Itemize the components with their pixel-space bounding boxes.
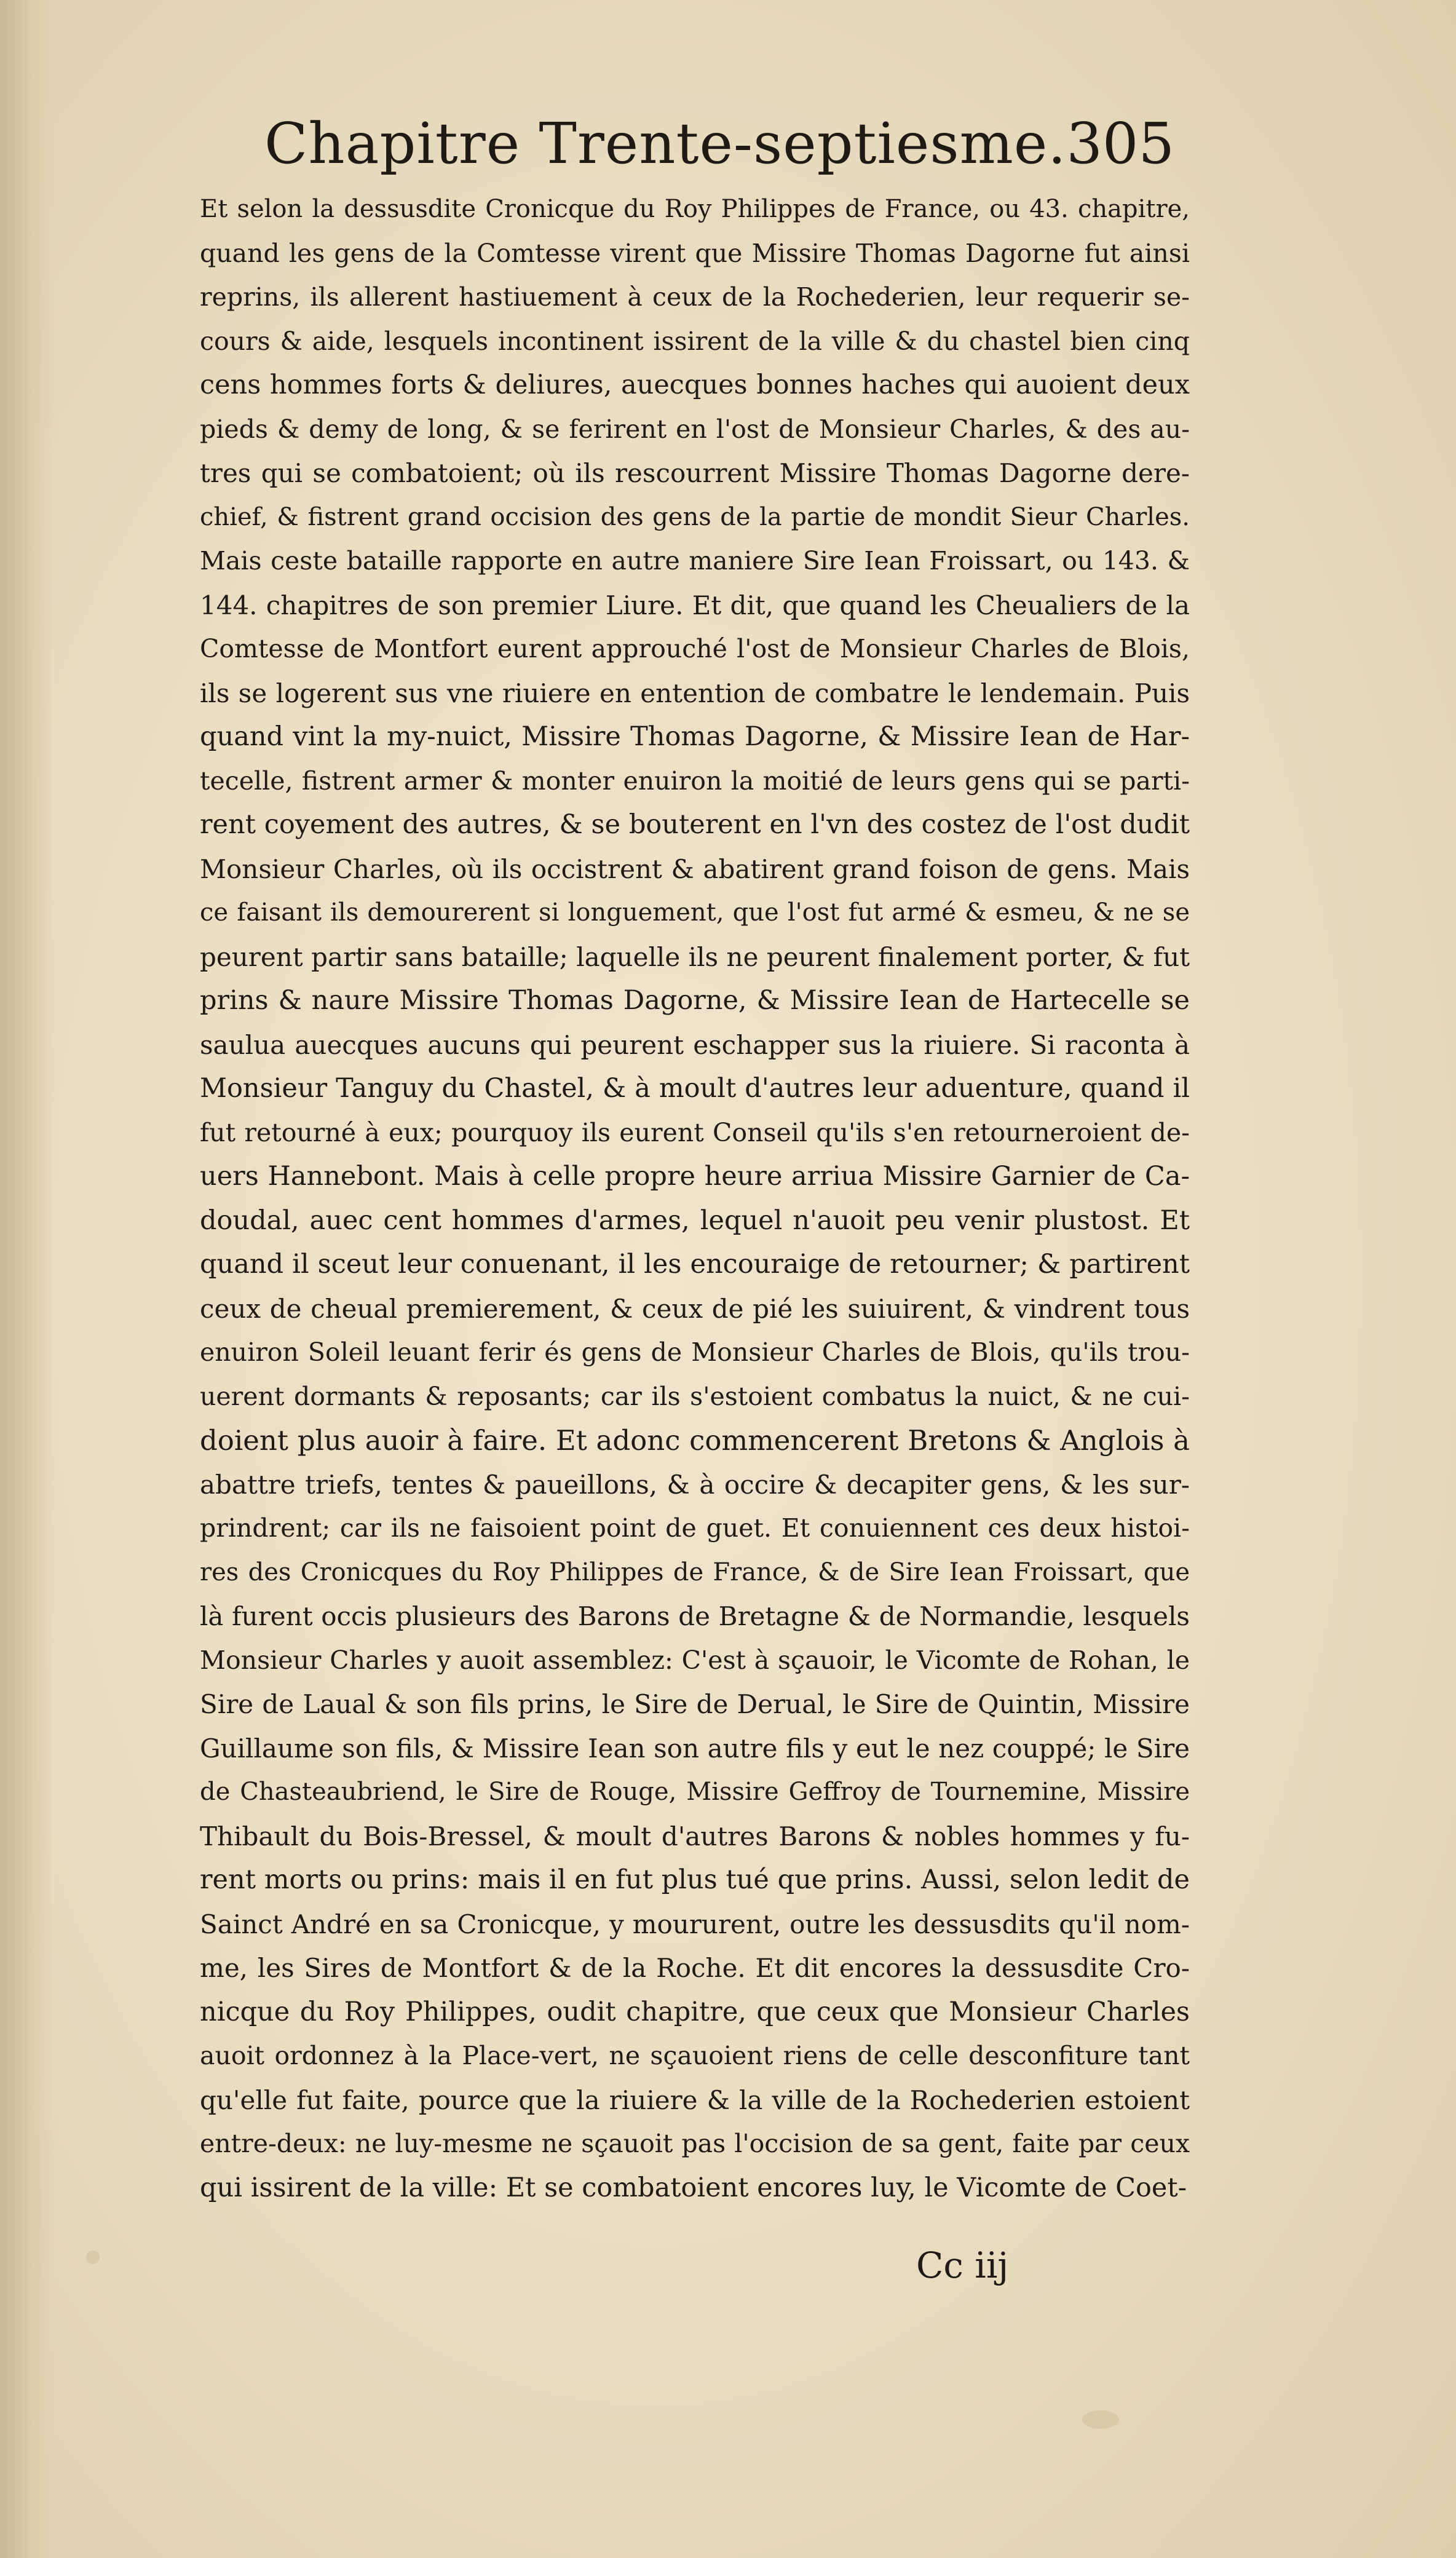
text-line: uers Hannebont. Mais à celle propre heure arriua Missire Garnier de Ca- [200, 1161, 1190, 1192]
text-line: Guillaume son fils, & Missire Iean son autre fils y eut le nez couppé; le Sire [200, 1733, 1190, 1764]
text-line: ils se logerent sus vne riuiere en entention de combatre le lendemain. Puis [200, 678, 1190, 708]
signature-mark: Cc iij [916, 2244, 1009, 2286]
text-line: ce faisant ils demourerent si longuement, que l'ost fut armé & esmeu, & ne se [200, 898, 1190, 927]
paper-stain [1082, 2410, 1119, 2429]
text-line: rent coyement des autres, & se bouterent en l'vn des costez de l'ost dudit [200, 809, 1190, 840]
text-line: de Chasteaubriend, le Sire de Rouge, Missire Geffroy de Tournemine, Missire [200, 1778, 1190, 1806]
text-line: doient plus auoir à faire. Et adonc commencerent Bretons & Anglois à [200, 1424, 1190, 1457]
text-line: Et selon la dessusdite Cronicque du Roy Philippes de France, ou 43. chapitre, [200, 195, 1190, 223]
text-line: nicque du Roy Philippes, oudit chapitre, que ceux que Monsieur Charles [200, 1996, 1190, 2027]
text-line: abattre triefs, tentes & paueillons, & à occire & decapiter gens, & les sur- [200, 1469, 1190, 1500]
text-line: 144. chapitres de son premier Liure. Et dit, que quand les Cheualiers de la [200, 590, 1190, 620]
text-line: enuiron Soleil leuant ferir és gens de Monsieur Charles de Blois, qu'ils trou- [200, 1337, 1190, 1367]
text-line: Comtesse de Montfort eurent approuché l'ost de Monsieur Charles de Blois, [200, 634, 1190, 663]
text-line: cens hommes forts & deliures, auecques bonnes haches qui auoient deux [200, 370, 1190, 400]
text-line: fut retourné à eux; pourquoy ils eurent Conseil qu'ils s'en retourneroient de- [200, 1117, 1190, 1147]
text-line: Thibault du Bois-Bressel, & moult d'autres Barons & nobles hommes y fu- [200, 1821, 1190, 1851]
running-title: Chapitre Trente-septiesme. [264, 111, 1067, 176]
text-line: saulua auecques aucuns qui peurent eschapper sus la riuiere. Si raconta à [200, 1029, 1190, 1060]
text-line: entre-deux: ne luy-mesme ne sçauoit pas l'occision de sa gent, faite par ceux [200, 2129, 1190, 2158]
body-text [200, 188, 1190, 2210]
text-line: me, les Sires de Montfort & de la Roche. Et dit encores la dessusdite Cro- [200, 1953, 1190, 1983]
text-line: Monsieur Charles y auoit assemblez: C'est à sçauoir, le Vicomte de Rohan, le [200, 1645, 1190, 1675]
text-line: uerent dormants & reposants; car ils s'estoient combatus la nuict, & ne cui- [200, 1381, 1190, 1411]
page-number: 305 [1066, 111, 1174, 176]
text-line: qui issirent de la ville: Et se combatoient encores luy, le Vicomte de Coet- [200, 2172, 1187, 2203]
text-line: tecelle, fistrent armer & monter enuiron la moitié de leurs gens qui se parti- [200, 766, 1190, 796]
paper-stain [86, 2251, 100, 2264]
text-line: quand il sceut leur conuenant, il les encouraige de retourner; & partirent [200, 1249, 1190, 1280]
text-line: Monsieur Tanguy du Chastel, & à moult d'autres leur aduenture, quand il [200, 1073, 1190, 1104]
text-line: res des Cronicques du Roy Philippes de France, & de Sire Iean Froissart, que [200, 1558, 1190, 1586]
text-line: quand vint la my-nuict, Missire Thomas Dagorne, & Missire Iean de Har- [200, 721, 1190, 752]
text-line: rent morts ou prins: mais il en fut plus tué que prins. Aussi, selon ledit de [200, 1864, 1190, 1895]
text-line: doudal, auec cent hommes d'armes, lequel n'auoit peu venir plustost. Et [200, 1205, 1190, 1236]
text-line: prindrent; car ils ne faisoient point de guet. Et conuiennent ces deux histoi- [200, 1513, 1190, 1543]
text-line: Mais ceste bataille rapporte en autre maniere Sire Iean Froissart, ou 143. & [200, 546, 1190, 576]
text-line: quand les gens de la Comtesse virent que Missire Thomas Dagorne fut ainsi [200, 238, 1190, 268]
text-line: pieds & demy de long, & se ferirent en l'ost de Monsieur Charles, & des au- [200, 414, 1190, 444]
text-line: qu'elle fut faite, pource que la riuiere & la ville de la Rochederien estoient [200, 2085, 1190, 2115]
text-line: Sire de Laual & son fils prins, le Sire de Derual, le Sire de Quintin, Missire [200, 1689, 1190, 1719]
page-gutter-shadow [0, 0, 55, 2558]
text-line: là furent occis plusieurs des Barons de Bretagne & de Normandie, lesquels [200, 1601, 1190, 1631]
running-header [264, 111, 1174, 184]
text-line: ceux de cheual premierement, & ceux de pié les suiuirent, & vindrent tous [200, 1293, 1190, 1324]
text-line: auoit ordonnez à la Place-vert, ne sçauoient riens de celle desconfiture tant [200, 2041, 1190, 2070]
text-line: Monsieur Charles, où ils occistrent & abatirent grand foison de gens. Mais [200, 853, 1190, 884]
text-line: cours & aide, lesquels incontinent issirent de la ville & du chastel bien cinq [200, 326, 1190, 356]
text-line: peurent partir sans bataille; laquelle ils ne peurent finalement porter, & fut [200, 941, 1190, 972]
text-line: reprins, ils allerent hastiuement à ceux de la Rochederien, leur requerir se- [200, 282, 1190, 312]
text-line: prins & naure Missire Thomas Dagorne, & Missire Iean de Hartecelle se [200, 985, 1190, 1016]
text-line: Sainct André en sa Cronicque, y moururent, outre les dessusdits qu'il nom- [200, 1909, 1190, 1939]
text-line: tres qui se combatoient; où ils rescourrent Missire Thomas Dagorne dere- [200, 458, 1190, 488]
text-line: chief, & fistrent grand occision des gens de la partie de mondit Sieur Charles. [200, 502, 1190, 531]
